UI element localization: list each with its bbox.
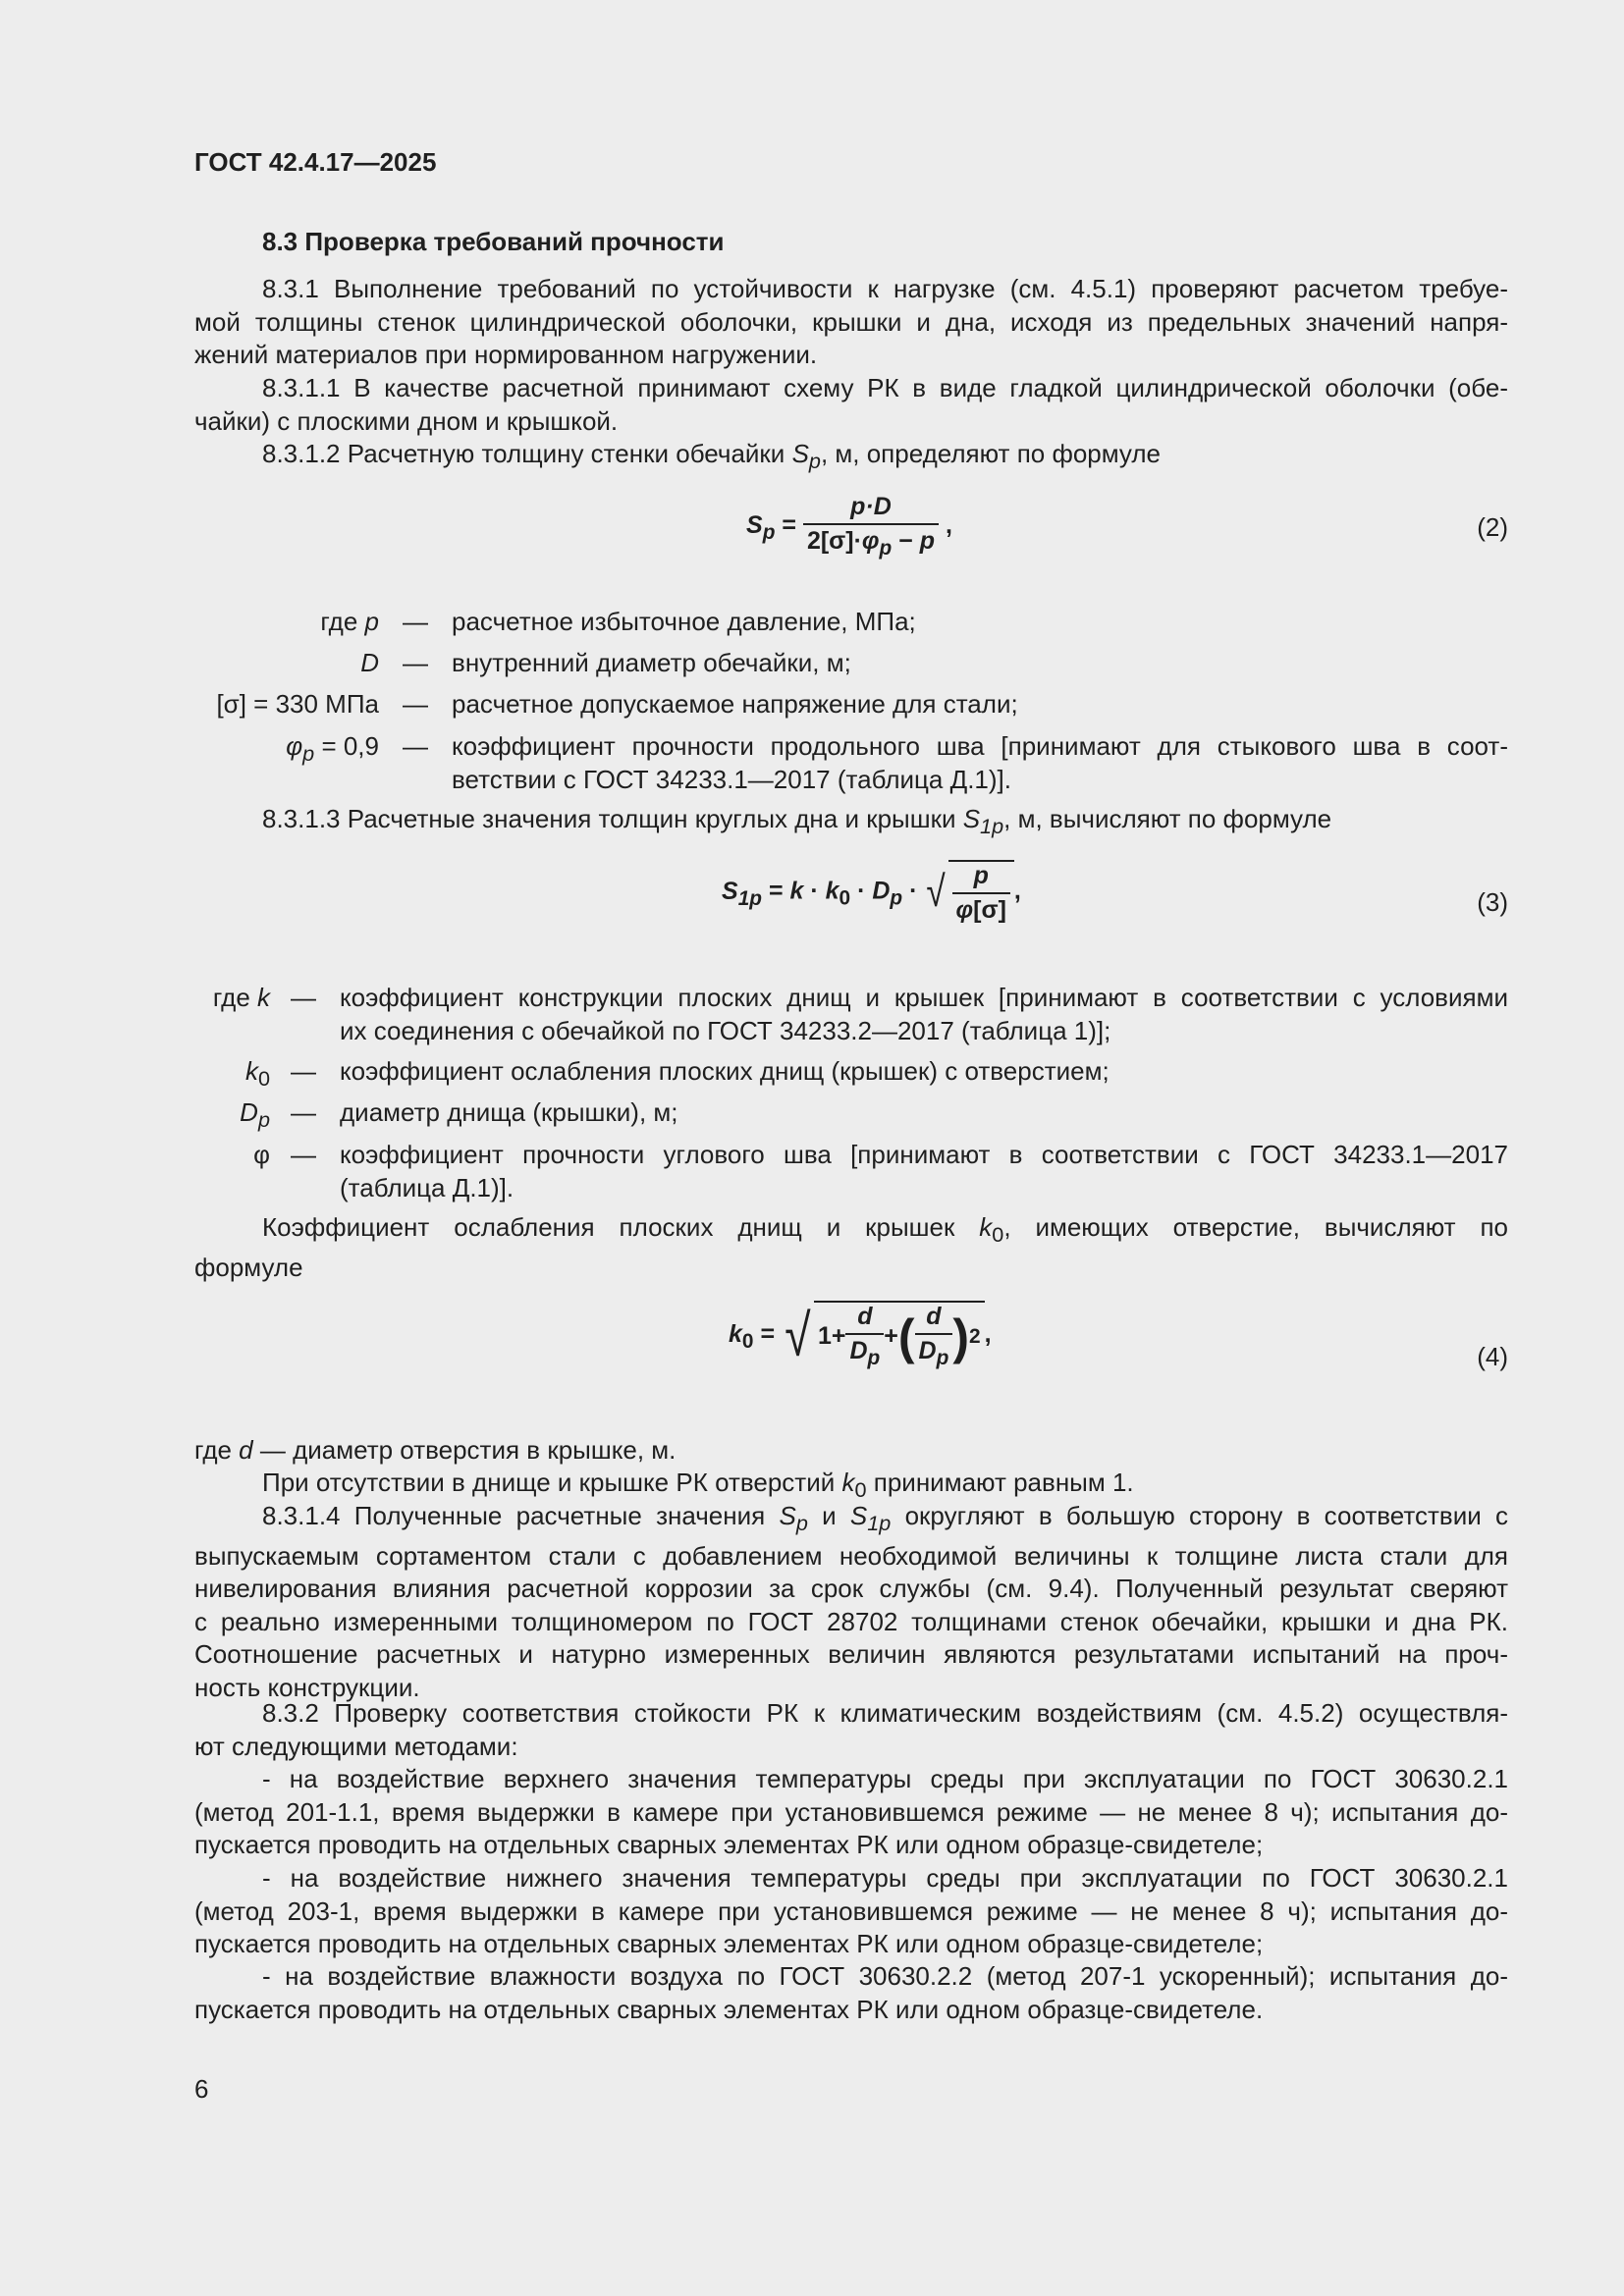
list-item-upper-temperature: - на воздействие верхнего значения температуры среды при эксплуатации по ГОСТ 30630.2.1 (метод 201-1.1, время выдержки в камере при установившемся режиме — не менее 8 ч); испытания до- пускается проводить на отдельных сварных элементах РК или одном образце-свидетеле; xyxy=(194,1764,1508,1859)
paragraph-8-3-1: 8.3.1 Выполнение требований по устойчивости к нагрузке (см. 4.5.1) проверяют расчетом требуе- мой толщины стенок цилиндрической оболочки, крышки и дна, исходя из предельных значений напря- жений материалов при нормированном нагружении. xyxy=(194,274,1508,369)
where-label: где p xyxy=(320,607,379,636)
standard-designation: ГОСТ 42.4.17—2025 xyxy=(194,147,437,177)
dash: — xyxy=(403,607,428,636)
paragraph-8-3-1-1: 8.3.1.1 В качестве расчетной принимают схему РК в виде гладкой цилиндрической оболочки (обе- чайки) с плоскими дном и крышкой. xyxy=(194,373,1508,436)
paragraph-no-holes: При отсутствии в днище и крышке РК отверстий $k_0$ принимают равным 1. xyxy=(262,1468,1134,1503)
formula-4: $k_0$ = √ 1+ $\frac{d}{D_p}$ + ( $\frac{d}{D_p}$ ) 2 , xyxy=(729,1302,992,1369)
paragraph-8-3-1-2: 8.3.1.2 Расчетную толщину стенки обечайки $S_p$, м, определяют по формуле xyxy=(262,439,1161,474)
section-title: 8.3 Проверка требований прочности xyxy=(262,227,725,256)
equation-number-3: (3) xyxy=(1477,887,1508,917)
paragraph-8-3-2: 8.3.2 Проверку соответствия стойкости РК к климатическим воздействиям (см. 4.5.2) осуществля- ют следующими методами: xyxy=(194,1698,1508,1761)
paragraph-8-3-1-4: 8.3.1.4 Полученные расчетные значения $S_p$ и $S_{1p}$ округляют в большую сторону в соответствии с выпускаемым сортаментом стали с добавлением необходимой величины к толщине листа стали для нивелирования влияния расчетной коррозии за срок службы (см. 9.4). Полученный результат сверяют с реально измеренными толщиномером по ГОСТ 28702 толщинами стенок обечайки, крышки и дна РК. Соотношение расчетных и натурно измеренных величин являются результатами испытаний на проч- ность конструкции. xyxy=(194,1501,1508,1702)
formula-2: $S_p$ = $\frac{p\cdot D}{2[\sigma]\cdot\varphi_p - p}$ , xyxy=(746,493,952,560)
equation-number-4: (4) xyxy=(1477,1342,1508,1371)
list-item-lower-temperature: - на воздействие нижнего значения температуры среды при эксплуатации по ГОСТ 30630.2.1 (метод 203-1, время выдержки в камере при установившемся режиме — не менее 8 ч); испытания до- пускается проводить на отдельных сварных элементах РК или одном образце-свидетеле; xyxy=(194,1863,1508,1958)
equation-number-2: (2) xyxy=(1477,512,1508,542)
formula-3: $S_{1p} = k \cdot k_0 \cdot D_p$ · √ $\frac{p}{\varphi[\sigma]}$ , xyxy=(722,862,1021,924)
document-page: ГОСТ 42.4.17—2025 8.3 Проверка требований прочности 8.3.1 Выполнение требований по устойчивости к нагрузке (см. 4.5.1) проверяют расчетом требуе- мой толщины стенок цилиндрической оболочки, крышки и дна, исходя из предельных значений напря- жений материалов при нормированном нагружении. 8.3.1.1 В качестве расчетной принимают схему РК в виде гладкой цилиндрической оболочки (обе- чайки) с плоскими дном и крышкой. 8.3.1.2 Расчетную толщину стенки обечайки $S_p$, м, определяют по формуле $S_p$ = $\frac{p\cdot D}{2[\sigma]\cdot\varphi_p - p}$ , (2) где p — расчетное избыточное давление, МПа; D — внутренний диаметр обечайки, м; [σ] = 330 МПа — расчетное допускаемое напряжение для стали; $\varphi_p = 0,9$ — коэффициент прочности продольного шва [принимают для стыкового шва в соот- ветствии с ГОСТ 34233.1—2017 (таблица Д.1)]. 8.3.1.3 Расчетные значения толщин круглых дна и крышки $S_{1p}$, м, вычисляют по формуле $S_{1p} = k \cdot k_0 \cdot D_p$ · √ $\frac{p}{\varphi[\sigma]}$ , (3) где k — коэффициент конструкции плоских днищ и крышек [принимают в соответствии с условиями их соединения с обечайкой по ГОСТ 34233.2—2017 (таблица 1)]; $k_0$ — коэффициент ослабления плоских днищ (крышек) с отверстием; $D_p$ — диаметр днища (крышки), м; φ — коэффициент прочности углового шва [принимают в соответствии с ГОСТ 34233.1—2017 (таблица Д.1)]. Коэффициент ослабления плоских днищ и крышек $k_0$, имеющих отверстие, вычисляют по формуле $k_0$ = √ 1+ $\frac{d}{D_p}$ + ( $\frac{d}{D_p}$ ) 2 , (4) где d — диаметр отверстия в крышке, м. При отсутствии в днище и крышке РК отверстий $k_0$ принимают равным 1. 8.3.1.4 Полученные расчетные значения $S_p$ и $S_{1p}$ округляют в большую сторону в соответствии с выпускаемым сортаментом стали с добавлением необходимой величины к толщине листа стали для нивелирования влияния расчетной коррозии за срок службы (см. 9.4). Полученный результат сверяют с реально измеренными толщиномером по ГОСТ 28702 толщинами стенок обечайки, крышки и дна РК. Соотношение расчетных и натурно измеренных величин являются результатами испытаний на проч- ность конструкции. 8.3.2 Проверку соответствия стойкости РК к климатическим воздействиям (см. 4.5.2) осуществля- ют следующими методами: - на воздействие верхнего значения температуры среды при эксплуатации по ГОСТ 30630.2.1 (метод 201-1.1, время выдержки в камере при установившемся режиме — не менее 8 ч); испытания до- пускается проводить на отдельных сварных элементах РК или одном образце-свидетеле; - на воздействие нижнего значения температуры среды при эксплуатации по ГОСТ 30630.2.1 (метод 203-1, время выдержки в камере при установившемся режиме — не менее 8 ч); испытания до- пускается проводить на отдельных сварных элементах РК или одном образце-свидетеле; - на воздействие влажности воздуха по ГОСТ 30630.2.2 (метод 207-1 ускоренный); испытания до- пускается проводить на отдельных сварных элементах РК или одном образце-свидетеле. 6 xyxy=(194,147,1508,2104)
paragraph-k0: Коэффициент ослабления плоских днищ и крышек $k_0$, имеющих отверстие, вычисляют по формуле xyxy=(194,1212,1508,1282)
list-item-humidity: - на воздействие влажности воздуха по ГОСТ 30630.2.2 (метод 207-1 ускоренный); испытания до- пускается проводить на отдельных сварных элементах РК или одном образце-свидетеле. xyxy=(194,1961,1508,2024)
paragraph-where-d: где d — диаметр отверстия в крышке, м. xyxy=(194,1435,677,1465)
page-number: 6 xyxy=(194,2074,209,2104)
paragraph-8-3-1-3: 8.3.1.3 Расчетные значения толщин круглых дна и крышки $S_{1p}$, м, вычисляют по формуле xyxy=(262,804,1332,839)
